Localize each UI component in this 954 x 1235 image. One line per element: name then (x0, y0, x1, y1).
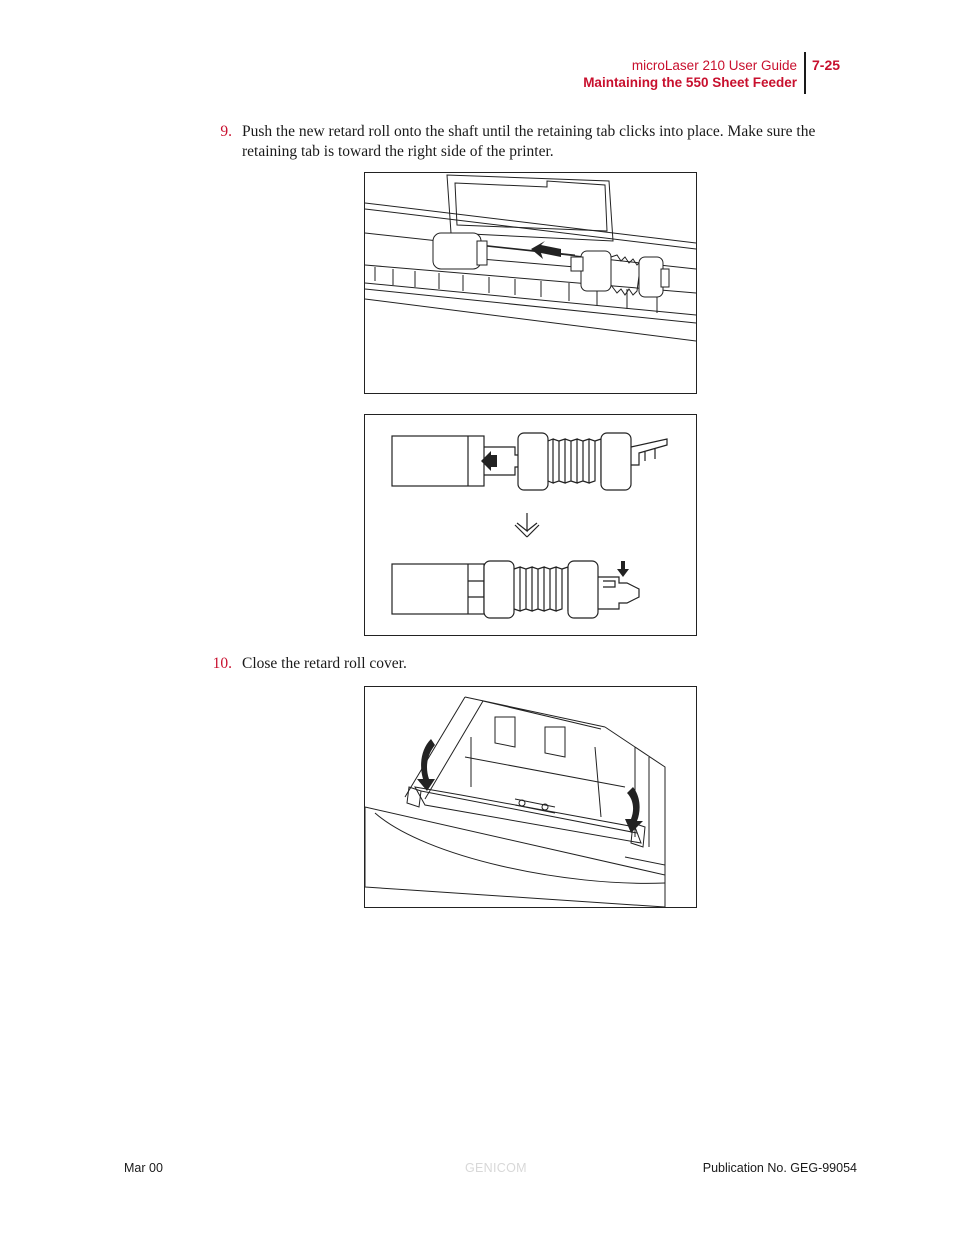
figure-shaft-detail (364, 414, 697, 636)
figure-close-cover (364, 686, 697, 908)
figure-roll-onto-shaft (364, 172, 697, 394)
roll-onto-shaft-illustration (365, 173, 696, 393)
guide-title: microLaser 210 User Guide (631, 58, 797, 73)
step-number: 9. (220, 123, 232, 140)
step-text-line: Push the new retard roll onto the shaft until the retaining tab clicks into place. Make sure the (242, 123, 816, 140)
section-title: Maintaining the 550 Sheet Feeder (583, 75, 797, 90)
footer-logo: GENICOM (465, 1161, 527, 1175)
close-cover-illustration (365, 687, 696, 907)
step-text-line: retaining tab is toward the right side of the printer. (242, 143, 554, 160)
step-number: 10. (212, 655, 232, 672)
step-text-line: Close the retard roll cover. (242, 655, 407, 672)
footer-publication: Publication No. GEG-99054 (702, 1161, 857, 1175)
page-number: 7-25 (812, 57, 841, 73)
header-divider (804, 52, 806, 94)
running-header (583, 57, 797, 91)
step-9 (0, 122, 954, 164)
shaft-detail-illustration (365, 415, 696, 635)
step-10 (0, 654, 954, 676)
footer-date: Mar 00 (124, 1161, 163, 1175)
